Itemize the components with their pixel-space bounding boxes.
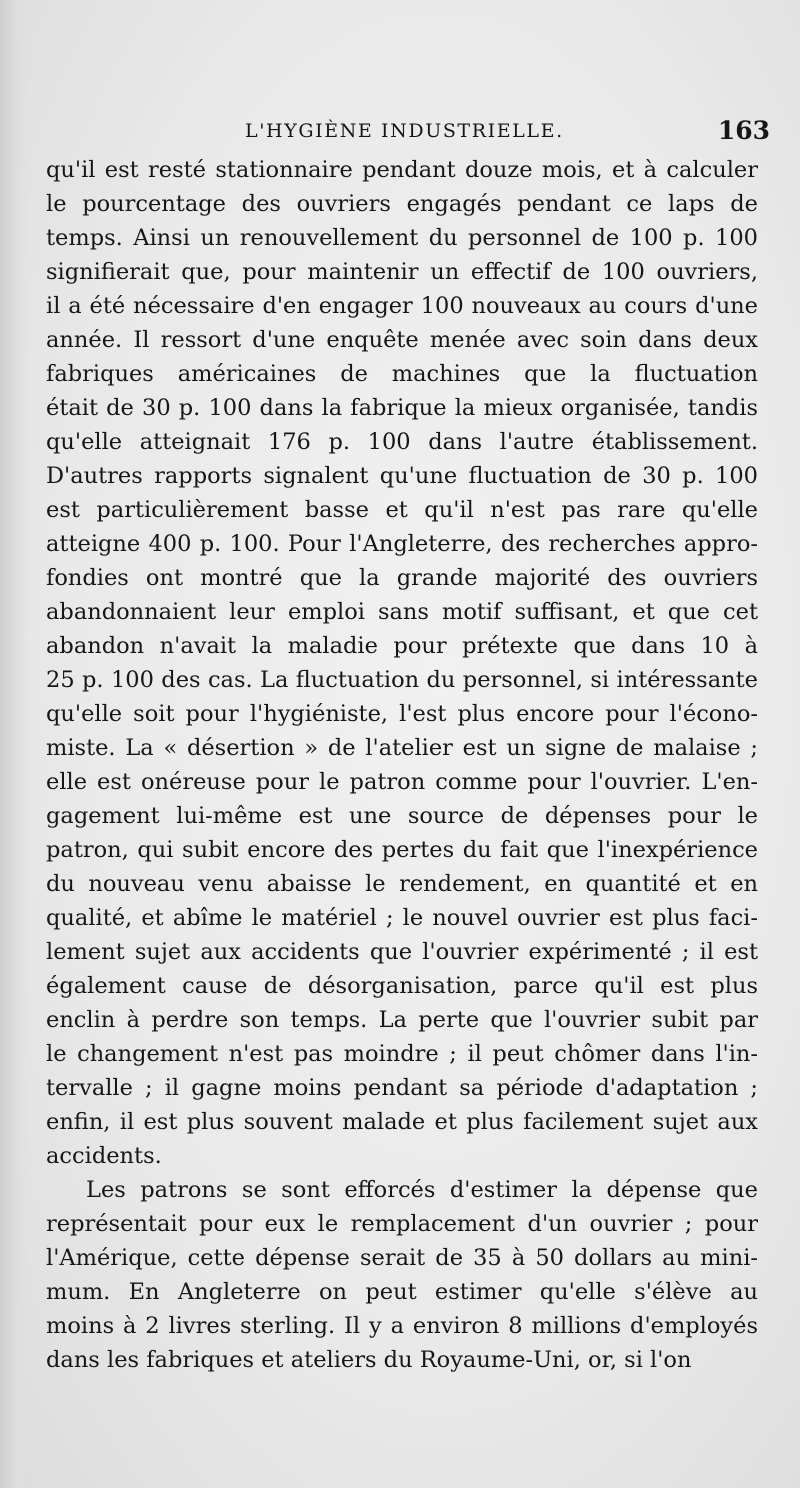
text-line: elle est onéreuse pour le patron comme pour l'ouvrier. L'en- bbox=[46, 769, 758, 795]
text-line: le pourcentage des ouvriers engagés pendant ce laps de bbox=[46, 191, 758, 217]
text-line: il a été nécessaire d'en engager 100 nouveaux au cours d'une bbox=[46, 293, 758, 319]
text-line: est particulièrement basse et qu'il n'est pas rare qu'elle bbox=[46, 497, 758, 523]
text-line: signifierait que, pour maintenir un effectif de 100 ouvriers, bbox=[46, 259, 758, 285]
text-line: représentait pour eux le remplacement d'un ouvrier ; pour bbox=[46, 1211, 758, 1237]
text-line: gagement lui-même est une source de dépenses pour le bbox=[46, 803, 758, 829]
text-line: atteigne 400 p. 100. Pour l'Angleterre, des recherches appro- bbox=[46, 531, 758, 557]
text-line: année. Il ressort d'une enquête menée avec soin dans deux bbox=[46, 327, 758, 353]
text-line: le changement n'est pas moindre ; il peut chômer dans l'in- bbox=[46, 1041, 758, 1067]
text-line: du nouveau venu abaisse le rendement, en quantité et en bbox=[46, 871, 758, 897]
text-line: dans les fabriques et ateliers du Royaume-Uni, or, si l'on bbox=[46, 1347, 692, 1373]
text-line: enclin à perdre son temps. La perte que l'ouvrier subit par bbox=[46, 1007, 758, 1033]
paragraph bbox=[46, 1173, 758, 1377]
text-line: abandon n'avait la maladie pour prétexte que dans 10 à bbox=[46, 633, 758, 659]
text-line: fabriques américaines de machines que la fluctuation bbox=[46, 361, 758, 387]
text-line: D'autres rapports signalent qu'une fluctuation de 30 p. 100 bbox=[46, 463, 758, 489]
text-line: Les patrons se sont efforcés d'estimer la dépense que bbox=[86, 1177, 758, 1203]
text-line: 25 p. 100 des cas. La fluctuation du personnel, si intéressante bbox=[46, 667, 758, 693]
text-line: miste. La « désertion » de l'atelier est un signe de malaise ; bbox=[46, 735, 758, 761]
text-body bbox=[46, 153, 758, 1377]
text-line: qu'il est resté stationnaire pendant douze mois, et à calculer bbox=[46, 157, 758, 183]
paragraph bbox=[46, 153, 758, 1173]
running-head bbox=[40, 116, 774, 146]
running-title: L'HYGIÈNE INDUSTRIELLE. bbox=[245, 120, 564, 142]
page-gutter-shadow bbox=[0, 0, 28, 1488]
text-line: moins à 2 livres sterling. Il y a environ 8 millions d'employés bbox=[46, 1313, 758, 1339]
text-line: temps. Ainsi un renouvellement du personnel de 100 p. 100 bbox=[46, 225, 758, 251]
text-line: mum. En Angleterre on peut estimer qu'elle s'élève au bbox=[46, 1279, 758, 1305]
text-line: l'Amérique, cette dépense serait de 35 à 50 dollars au mini- bbox=[46, 1245, 758, 1271]
text-line: abandonnaient leur emploi sans motif suffisant, et que cet bbox=[46, 599, 758, 625]
text-line: qu'elle atteignait 176 p. 100 dans l'autre établissement. bbox=[46, 429, 758, 455]
text-line: accidents. bbox=[46, 1143, 162, 1169]
text-line: également cause de désorganisation, parce qu'il est plus bbox=[46, 973, 758, 999]
text-line: qu'elle soit pour l'hygiéniste, l'est plus encore pour l'écono- bbox=[46, 701, 758, 727]
text-line: patron, qui subit encore des pertes du fait que l'inexpérience bbox=[46, 837, 758, 863]
text-line: lement sujet aux accidents que l'ouvrier expérimenté ; il est bbox=[46, 939, 758, 965]
page-number: 163 bbox=[717, 116, 770, 145]
text-line: était de 30 p. 100 dans la fabrique la mieux organisée, tandis bbox=[46, 395, 758, 421]
text-line: tervalle ; il gagne moins pendant sa période d'adaptation ; bbox=[46, 1075, 758, 1101]
text-line: qualité, et abîme le matériel ; le nouvel ouvrier est plus faci- bbox=[46, 905, 758, 931]
text-line: enfin, il est plus souvent malade et plus facilement sujet aux bbox=[46, 1109, 758, 1135]
text-line: fondies ont montré que la grande majorité des ouvriers bbox=[46, 565, 758, 591]
